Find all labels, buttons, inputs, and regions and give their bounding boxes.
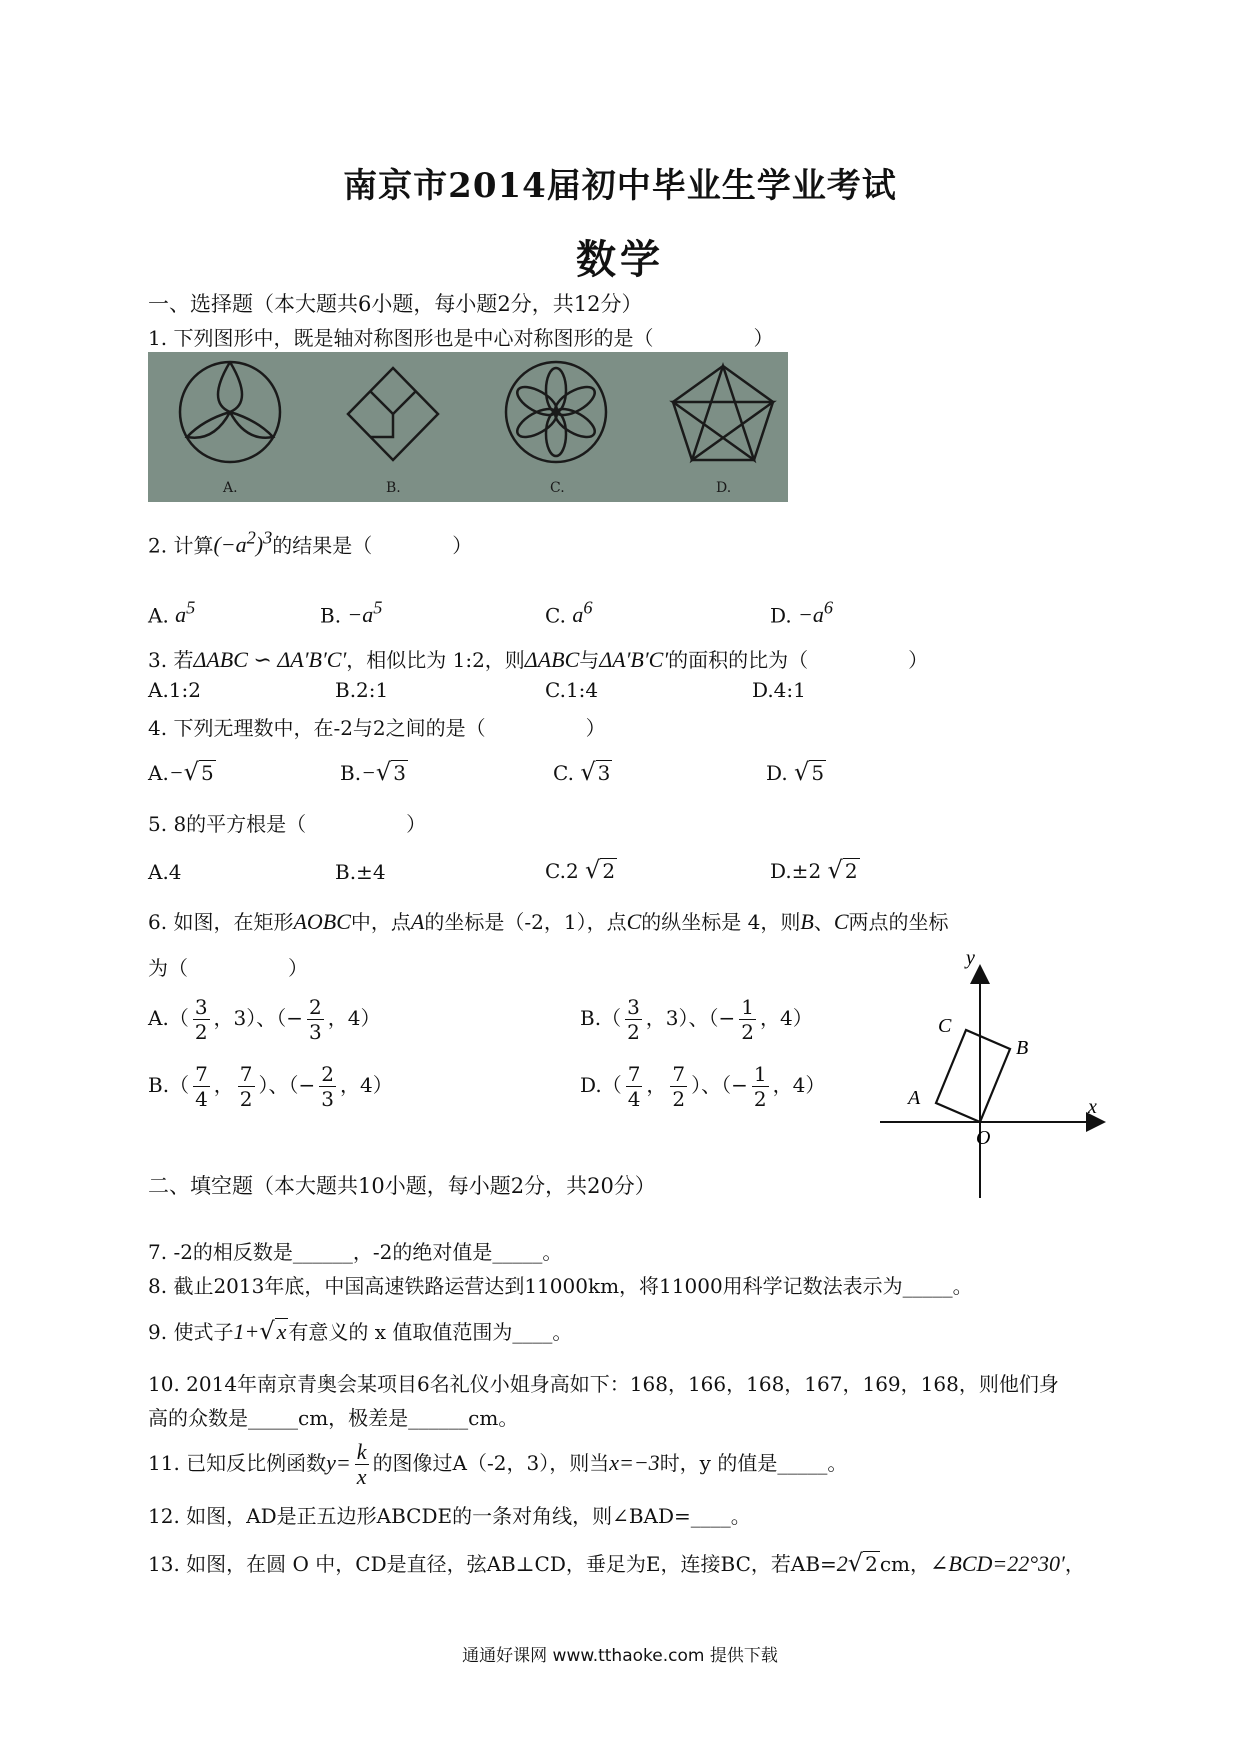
question-3: 3. 若ΔABC ∽ ΔA′B′C′，相似比为 1:2，则ΔABC与ΔA′B′C′的面积的比为（ ） [148,647,929,672]
q5-option-d: D.±2 √ 2 [770,856,858,884]
page-title: 南京市2014届初中毕业生学业考试 [343,166,897,206]
q4-option-a: A.−√ 5 [148,758,214,786]
question-13: 13. 如图，在圆 O 中，CD是直径，弦AB⊥CD，垂足为E，连接BC，若AB=2√ 2 cm，∠BCD=22°30′， [148,1549,1085,1577]
q4-option-c: C. √ 3 [553,758,611,786]
figure-label-d: D. [716,480,732,496]
rectangle-aobc [936,1030,1010,1122]
question-6-line-2: 为（ ） [148,956,308,980]
graph-label-y: y [966,950,975,969]
q3-option-d: D.4:1 [752,678,806,702]
coordinate-plane-svg [870,950,1110,1200]
question-8: 8. 截止2013年底，中国高速铁路运营达到11000km，将11000用科学记数法表示为_____。 [148,1274,973,1298]
section-2-heading: 二、填空题（本大题共10小题，每小题2分，共20分） [148,1174,656,1198]
graph-label-o: O [976,1127,991,1149]
question-4: 4. 下列无理数中，在-2与2之间的是（ ） [148,716,606,740]
q2-option-d: D. $-a^6$ [770,598,834,628]
figure-d-pentagon-star [673,366,773,460]
q2-option-b: B. $-a^5$ [320,598,383,628]
q4-option-b: B.−√ 3 [340,758,406,786]
figure-label-a: A. [223,480,238,496]
q6-option-b: B.（ $\frac{3}{2}$ ，3）、（− $\frac{1}{2}$ ，4） [580,995,813,1044]
question-2 [148,528,472,558]
question-12: 12. 如图，AD是正五边形ABCDE的一条对角线，则∠BAD=____。 [148,1504,751,1528]
figure-b-rotated-square [348,368,438,460]
question-2-expression: $(-a^2)^3$ [213,528,273,558]
figure-a-circle-three-arcs [180,362,280,462]
q3-option-b: B.2:1 [335,678,389,702]
footer-source: 通通好课网 www.tthaoke.com 提供下载 [462,1646,778,1666]
q6-option-a: A.（ $\frac{3}{2}$ ，3）、（− $\frac{2}{3}$ ，4） [148,995,381,1044]
question-10-line-1: 10. 2014年南京青奥会某项目6名礼仪小姐身高如下：168，166，168，167，169，168，则他们身 [148,1372,1059,1396]
q2-option-c: C. $a^6$ [545,598,593,628]
question-7: 7. -2的相反数是______，-2的绝对值是_____。 [148,1240,563,1264]
q4-option-d: D. √ 5 [766,758,825,786]
q3-option-a: A.1:2 [148,678,201,702]
question-5: 5. 8的平方根是（ ） [148,812,427,836]
figure-c-circle-flower [506,362,606,462]
q6-option-b-second: B.（ $\frac{7}{4}$ ， $\frac{7}{2}$ ）、（− $\frac{2}{3}$ ，4） [148,1062,393,1111]
q2-option-a: A. $a^5$ [148,598,196,628]
question-11: 11. 已知反比例函数y= $\frac{k}{x}$ 的图像过A（-2，3），则当x=−3时，y 的值是_____。 [148,1439,848,1489]
question-1-figures [148,352,788,502]
figure-label-c: C. [550,480,565,496]
figure-label-b: B. [386,480,401,496]
q5-option-b: B.±4 [335,860,386,884]
question-6-line-1: 6. 如图，在矩形AOBC中，点A的坐标是（-2，1），点C的纵坐标是 4，则B、C两点的坐标 [148,909,949,934]
question-2-prefix: 2. 计算 [148,533,214,558]
question-10-line-2: 高的众数是_____cm，极差是______cm。 [148,1406,519,1430]
question-6-coordinate-graph [870,950,1110,1200]
subject-title: 数学 [576,236,664,283]
graph-label-a: A [908,1087,921,1109]
section-1-heading: 一、选择题（本大题共6小题，每小题2分，共12分） [148,292,643,316]
figure-options-image [148,352,788,502]
q5-option-c: C.2 √ 2 [545,856,616,884]
graph-label-b: B [1016,1037,1029,1059]
question-1: 1. 下列图形中，既是轴对称图形也是中心对称图形的是（ ） [148,326,774,350]
graph-label-x: x [1088,1096,1097,1118]
question-2-suffix: 的结果是（ ） [272,533,473,558]
q6-option-d: D.（ $\frac{7}{4}$ ， $\frac{7}{2}$ ）、（− $\frac{1}{2}$ ，4） [580,1062,826,1111]
q3-option-c: C.1:4 [545,678,599,702]
question-9: 9. 使式子1+√x 有意义的 x 值取值范围为____。 [148,1317,573,1345]
q5-option-a: A.4 [148,860,182,884]
graph-label-c: C [938,1015,952,1037]
